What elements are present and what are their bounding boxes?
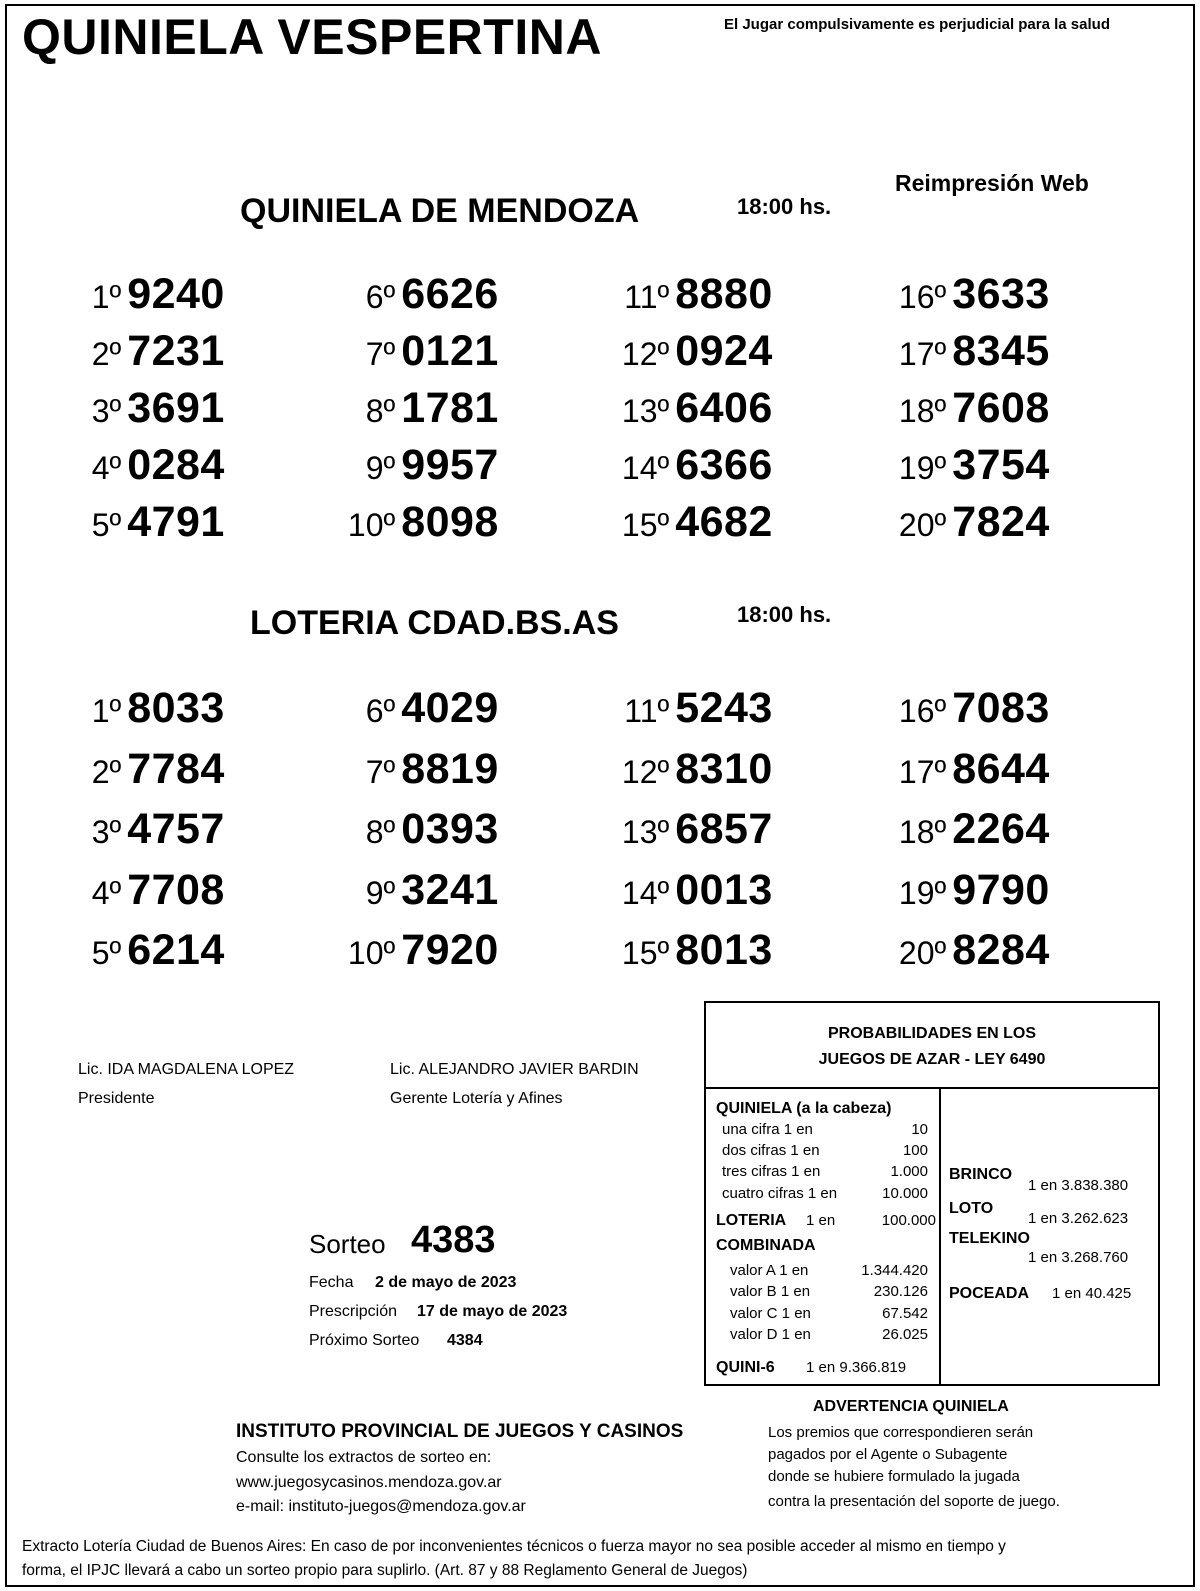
president-role: Presidente [78,1090,155,1107]
result-cell [38,327,225,376]
mendoza-draw-time: 18:00 hs. [737,194,832,219]
result-position: 10º [347,507,396,543]
result-number: 0284 [127,441,225,489]
result-position: 4º [91,874,122,911]
result-number: 9790 [952,865,1050,914]
result-position: 20º [898,507,947,543]
result-position: 9º [365,874,396,911]
result-cell [586,498,773,547]
result-number: 7083 [952,684,1050,732]
result-position: 5º [91,935,122,971]
result-cell [863,327,1050,376]
result-number: 6626 [401,270,499,318]
result-cell [863,498,1050,547]
result-position: 6º [365,279,396,315]
loteria-draw-time: 18:00 hs. [737,602,832,627]
result-cell [863,926,1050,975]
result-position: 16º [898,693,947,729]
result-position: 11º [624,279,670,315]
result-number: 6857 [675,805,773,853]
advertencia-line: donde se hubiere formulado la jugada [768,1468,1020,1485]
result-position: 9º [365,450,396,486]
loteria-prob-en: 1 en [806,1212,836,1229]
result-cell [312,270,499,319]
result-number: 8013 [675,926,773,974]
result-number: 0393 [401,805,499,853]
result-number: 7708 [127,865,225,914]
result-number: 4791 [127,498,225,546]
result-position: 12º [621,336,670,372]
result-cell [586,327,773,376]
result-position: 20º [898,935,947,971]
probabilities-title-line2: JUEGOS DE AZAR - LEY 6490 [818,1051,1046,1068]
footer-note-line2: forma, el IPJC llevará a cabo un sorteo propio para suplirlo. (Art. 87 y 88 Reglamento General de Juegos) [22,1562,748,1579]
fecha-label: Fecha [309,1274,354,1291]
result-cell [312,866,499,915]
result-cell [38,498,225,547]
result-position: 7º [365,753,396,790]
quiniela-prob-label: tres cifras 1 en [722,1163,821,1180]
result-number: 7920 [401,926,499,974]
combinada-prob-title: COMBINADA [716,1237,816,1254]
result-number: 7608 [952,384,1050,432]
result-cell [312,327,499,376]
result-cell [863,384,1050,433]
result-number: 8345 [952,327,1050,375]
result-position: 2º [91,336,122,372]
result-number: 4682 [675,498,773,546]
institute-email-link[interactable]: e-mail: instituto-juegos@mendoza.gov.ar [236,1498,526,1515]
result-position: 17º [898,753,947,790]
result-cell [38,805,225,854]
result-cell [312,384,499,433]
quiniela-prob-label: cuatro cifras 1 en [722,1185,838,1202]
result-position: 15º [621,507,670,543]
combinada-prob-label: valor B 1 en [730,1283,811,1300]
health-warning: El Jugar compulsivamente es perjudicial para la salud [724,16,1110,33]
result-cell [586,745,773,794]
result-cell [863,745,1050,794]
combinada-prob-label: valor D 1 en [730,1326,811,1343]
result-position: 13º [621,393,670,429]
quiniela-prob-value: 100 [902,1142,928,1159]
advertencia-line: Los premios que correspondieren serán [768,1424,1034,1441]
page-title: QUINIELA VESPERTINA [22,9,602,65]
institute-name: INSTITUTO PROVINCIAL DE JUEGOS Y CASINOS [236,1421,684,1442]
result-cell [312,926,499,975]
result-cell [38,441,225,490]
quiniela-prob-value: 1.000 [890,1163,928,1180]
result-number: 9957 [401,441,499,489]
result-number: 8284 [952,926,1050,974]
result-number: 7784 [127,744,225,793]
result-number: 7824 [952,498,1050,546]
advertencia-line: pagados por el Agente o Subagente [768,1446,1008,1463]
sorteo-label: Sorteo [309,1229,386,1259]
result-cell [586,384,773,433]
result-cell [312,745,499,794]
result-number: 0013 [675,865,773,914]
quiniela-prob-label: dos cifras 1 en [722,1142,820,1159]
result-number: 2264 [952,805,1050,853]
institute-consult-text: Consulte los extractos de sorteo en: [236,1449,492,1466]
result-position: 2º [91,753,122,790]
result-position: 14º [621,874,670,911]
result-cell [586,866,773,915]
result-number: 1781 [401,384,499,432]
result-cell [586,270,773,319]
result-number: 9240 [127,270,225,318]
result-position: 1º [91,693,122,729]
poceada-prob-value: 1 en 40.425 [1052,1285,1132,1302]
result-position: 3º [91,814,122,850]
result-position: 18º [898,393,947,429]
result-cell [38,745,225,794]
footer-note-line1: Extracto Lotería Ciudad de Buenos Aires: En caso de por inconvenientes técnicos o fuerza mayor no sea posible acceder al mismo en tiempo y [22,1538,1006,1555]
brinco-prob-value: 1 en 3.838.380 [1028,1177,1129,1194]
result-position: 14º [621,450,670,486]
reprint-label: Reimpresión Web [895,170,1089,196]
quiniela-prob-value: 10.000 [882,1185,928,1202]
result-cell [586,684,773,733]
loteria-section-title: LOTERIA CDAD.BS.AS [250,604,619,642]
result-position: 15º [621,935,670,971]
result-cell [38,270,225,319]
proximo-sorteo-label: Próximo Sorteo [309,1332,420,1349]
result-number: 0121 [401,327,499,375]
result-cell [586,805,773,854]
result-number: 8310 [675,744,773,793]
result-position: 11º [624,693,670,729]
result-position: 12º [621,753,670,790]
proximo-sorteo-value: 4384 [447,1332,483,1349]
result-cell [863,684,1050,733]
result-number: 4757 [127,805,225,853]
loteria-prob-label: LOTERIA [716,1212,787,1229]
result-position: 18º [898,814,947,850]
result-number: 3754 [952,441,1050,489]
combinada-prob-value: 26.025 [882,1326,928,1343]
result-position: 8º [365,814,396,850]
probabilities-title-line1: PROBABILIDADES EN LOS [827,1025,1036,1042]
sorteo-number: 4383 [411,1219,496,1261]
loto-prob-value: 1 en 3.262.623 [1028,1210,1129,1227]
result-position: 6º [365,693,396,729]
loto-prob-label: LOTO [949,1200,994,1217]
result-position: 10º [347,935,396,971]
result-position: 7º [365,336,396,372]
result-cell [863,270,1050,319]
advertencia-line: contra la presentación del soporte de juego. [768,1493,1060,1510]
mendoza-section-title: QUINIELA DE MENDOZA [240,192,640,230]
quini6-prob-value: 1 en 9.366.819 [806,1359,907,1376]
result-number: 6214 [127,926,225,974]
result-cell [863,866,1050,915]
quiniela-prob-value: 10 [911,1121,928,1138]
advertencia-title: ADVERTENCIA QUINIELA [813,1398,1009,1415]
result-position: 8º [365,393,396,429]
result-number: 6366 [675,441,773,489]
result-position: 19º [898,874,947,911]
result-cell [38,684,225,733]
result-cell [863,441,1050,490]
loteria-prob-value: 100.000 [881,1212,936,1229]
result-position: 13º [621,814,670,850]
result-number: 0924 [675,327,773,375]
combinada-prob-label: valor A 1 en [730,1262,809,1279]
result-cell [312,441,499,490]
result-position: 3º [91,393,122,429]
combinada-prob-value: 230.126 [873,1283,928,1300]
result-cell [38,926,225,975]
result-position: 16º [898,279,947,315]
result-cell [38,866,225,915]
probabilities-header [706,1003,1158,1089]
result-position: 17º [898,336,947,372]
quini6-prob-label: QUINI-6 [716,1359,775,1376]
result-number: 8819 [401,744,499,793]
manager-name: Lic. ALEJANDRO JAVIER BARDIN [390,1061,639,1078]
result-position: 5º [91,507,122,543]
telekino-prob-value: 1 en 3.268.760 [1028,1249,1129,1266]
result-cell [586,926,773,975]
result-number: 8033 [127,684,225,732]
probabilities-divider [939,1089,941,1384]
result-cell [863,805,1050,854]
result-position: 19º [898,450,947,486]
result-cell [312,684,499,733]
brinco-prob-label: BRINCO [949,1166,1013,1183]
fecha-value: 2 de mayo de 2023 [375,1274,517,1291]
telekino-prob-label: TELEKINO [949,1230,1030,1247]
poceada-prob-label: POCEADA [949,1285,1030,1302]
result-cell [586,441,773,490]
result-number: 3691 [127,384,225,432]
combinada-prob-value: 67.542 [882,1305,928,1322]
result-number: 8098 [401,498,499,546]
result-number: 5243 [675,684,773,732]
president-name: Lic. IDA MAGDALENA LOPEZ [78,1061,295,1078]
prescripcion-label: Prescripción [309,1303,398,1320]
result-cell [312,805,499,854]
result-number: 6406 [675,384,773,432]
prescripcion-value: 17 de mayo de 2023 [417,1303,568,1320]
result-cell [312,498,499,547]
result-number: 3241 [401,865,499,914]
result-position: 1º [91,279,122,315]
result-number: 8880 [675,270,773,318]
result-number: 4029 [401,684,499,732]
quiniela-prob-title: QUINIELA (a la cabeza) [716,1100,892,1117]
institute-website-link[interactable]: www.juegosycasinos.mendoza.gov.ar [236,1474,502,1491]
probabilities-box [704,1001,1160,1386]
combinada-prob-value: 1.344.420 [861,1262,928,1279]
result-number: 3633 [952,270,1050,318]
result-number: 8644 [952,744,1050,793]
quiniela-prob-label: una cifra 1 en [722,1121,813,1138]
combinada-prob-label: valor C 1 en [730,1305,811,1322]
result-number: 7231 [127,327,225,375]
result-position: 4º [91,450,122,486]
result-cell [38,384,225,433]
manager-role: Gerente Lotería y Afines [390,1090,563,1107]
